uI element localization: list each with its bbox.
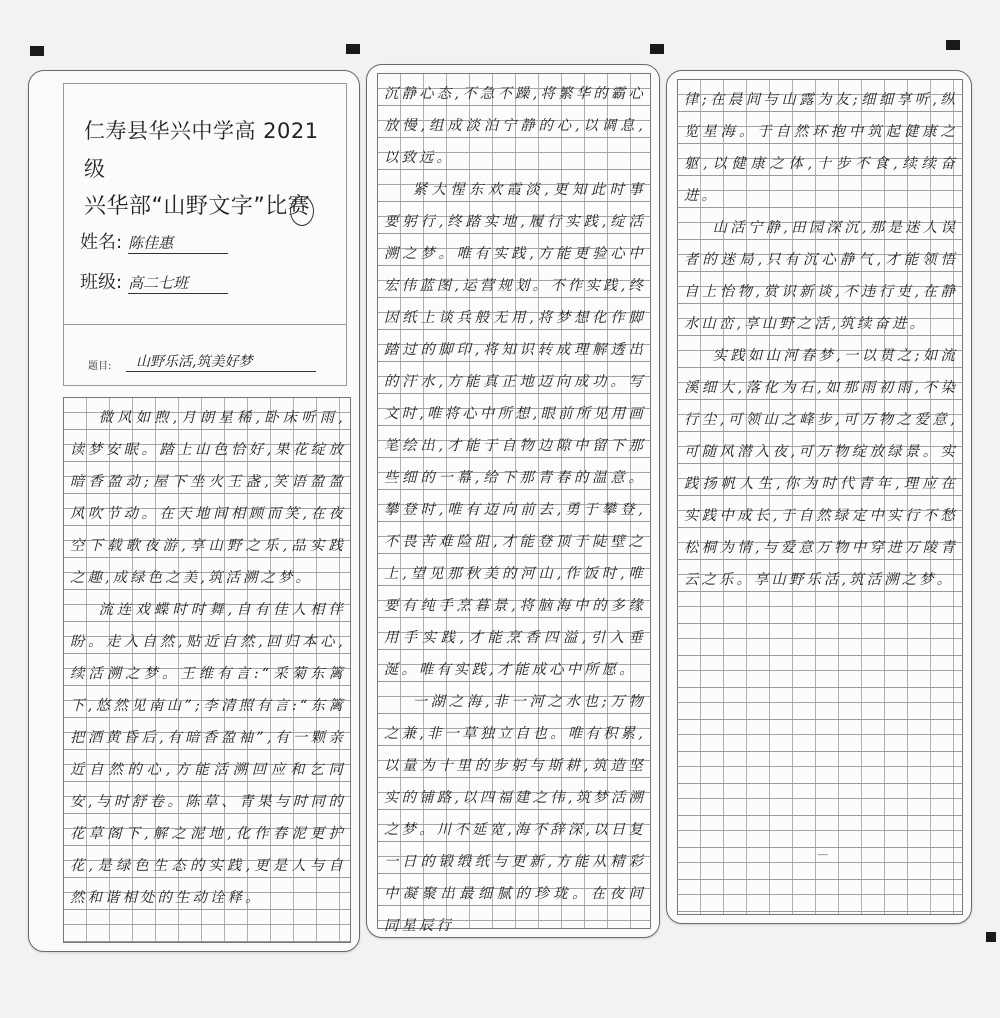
essay-paragraph: 实践如山河春梦,一以贯之;如流溪细大,落化为石,如那雨初雨,不染行尘,可领山之峰步,可万物之爱意,可随风潜入夜,可万物绽放绿景。实践扬帆人生,你为时代青年,理应在实践中成长,于自然绿定中实行不愁松桐为情,与爱意万物中穿进万陵青云之乐。享山野乐活,筑活溯之梦。 bbox=[684, 348, 958, 588]
registration-mark bbox=[650, 44, 664, 54]
contest-header bbox=[63, 83, 347, 325]
name-value: 陈佳惠 bbox=[128, 232, 228, 254]
class-label: 班级: bbox=[80, 272, 123, 293]
essay-page-right bbox=[666, 70, 972, 924]
registration-mark bbox=[30, 46, 44, 56]
class-field bbox=[80, 268, 228, 294]
title-line-1: 仁寿县华兴中学高 2021 级 bbox=[84, 119, 319, 181]
class-value: 高二七班 bbox=[128, 272, 228, 294]
writing-grid bbox=[677, 79, 963, 915]
essay-paragraph: 沉静心态,不急不躁,将繁华的霸心放慢,组成淡泊宁静的心,以调息,以致远。 bbox=[384, 86, 646, 166]
registration-mark bbox=[346, 44, 360, 54]
essay-paragraph: 山活宁静,田园深沉,那是迷人误者的迷局,只有沉心静气,才能领悟自上怡物,赏识新谈,不违行吏,在静水山峦,享山野之活,筑续奋进。 bbox=[684, 220, 958, 332]
writing-grid bbox=[63, 397, 351, 943]
essay-page-left bbox=[28, 70, 360, 952]
registration-mark bbox=[946, 40, 960, 50]
essay-paragraph: 流连戏蝶时时舞,自有佳人相伴盼。走入自然,贴近自然,回归本心,续活溯之梦。王维有言:“采菊东篱下,悠然见南山”;李清照有言:“东篱把酒黄昏后,有暗香盈袖”,有一颗亲近自然的心,方能活溯回应和乞同安,与时舒卷。陈草、青果与时同的花草阁下,解之泥地,化作春泥更护花,是绿色生态的实践,更是人与自然和谐相处的生动诠释。 bbox=[70, 602, 346, 906]
topic-row bbox=[63, 323, 347, 386]
topic-label: 题目: bbox=[88, 361, 112, 372]
essay-paragraph: 一湖之海,非一河之水也;万物之兼,非一草独立自也。唯有积累,以量为十里的步躬与斯耕,筑造坚实的铺路,以四福建之伟,筑梦活溯之梦。川不延宽,海不辞深,以日复一日的锻缎纸与更新,方能从精彩中凝聚出最细腻的珍珑。在夜间同星辰行 bbox=[384, 694, 646, 934]
essay-text-left bbox=[70, 402, 346, 914]
essay-paragraph: 紧大惺东欢霞淡,更知此时事要躬行,终踏实地,履行实践,绽活溯之梦。唯有实践,方能更验心中宏伟蓝图,运营规划。不作实践,终因纸上谈兵般无用,将梦想化作脚踏过的脚印,将知识转成理解透出的汗水,方能真正地迈向成功。写文时,唯将心中所想,眼前所见用画笔绘出,才能于自物边隙中留下那些细的一幕,给下那青春的温意。攀登时,唯有迈向前去,勇于攀登,不畏苦难险阻,才能登顶于陡壁之上,望见那秋美的河山,作饭时,唯要有纯手烹暮景,将脑海中的多缘用手实践,才能烹香四溢,引入垂涎。唯有实践,才能成心中所愿。 bbox=[384, 182, 646, 678]
name-label: 姓名: bbox=[80, 232, 123, 253]
essay-text-middle bbox=[384, 78, 646, 938]
essay-paragraph: 律;在晨间与山露为友;细细享听,纵览星海。于自然环抱中筑起健康之躯,以健康之体,十步不食,续续奋进。 bbox=[684, 92, 958, 204]
registration-mark bbox=[986, 932, 996, 942]
circle-mark bbox=[290, 196, 314, 226]
name-field bbox=[80, 228, 228, 254]
essay-paragraph: 微风如煦,月朗星稀,卧床听雨,读梦安眠。踏上山色恰好,果花绽放暗香盈动;屋下坐火王盏,笑语盈盈风吹节动。在天地间相顾而笑,在夜空下载歌夜游,享山野之乐,品实践之趣,成绿色之美,筑活溯之梦。 bbox=[70, 410, 346, 586]
writing-grid bbox=[377, 73, 651, 934]
essay-text-right bbox=[684, 84, 958, 596]
essay-page-middle bbox=[366, 64, 660, 938]
page-marker: —— bbox=[818, 850, 828, 859]
title-line-2: 兴华部“山野文字”比赛 bbox=[84, 194, 311, 219]
topic-value: 山野乐活,筑美好梦 bbox=[126, 351, 316, 372]
